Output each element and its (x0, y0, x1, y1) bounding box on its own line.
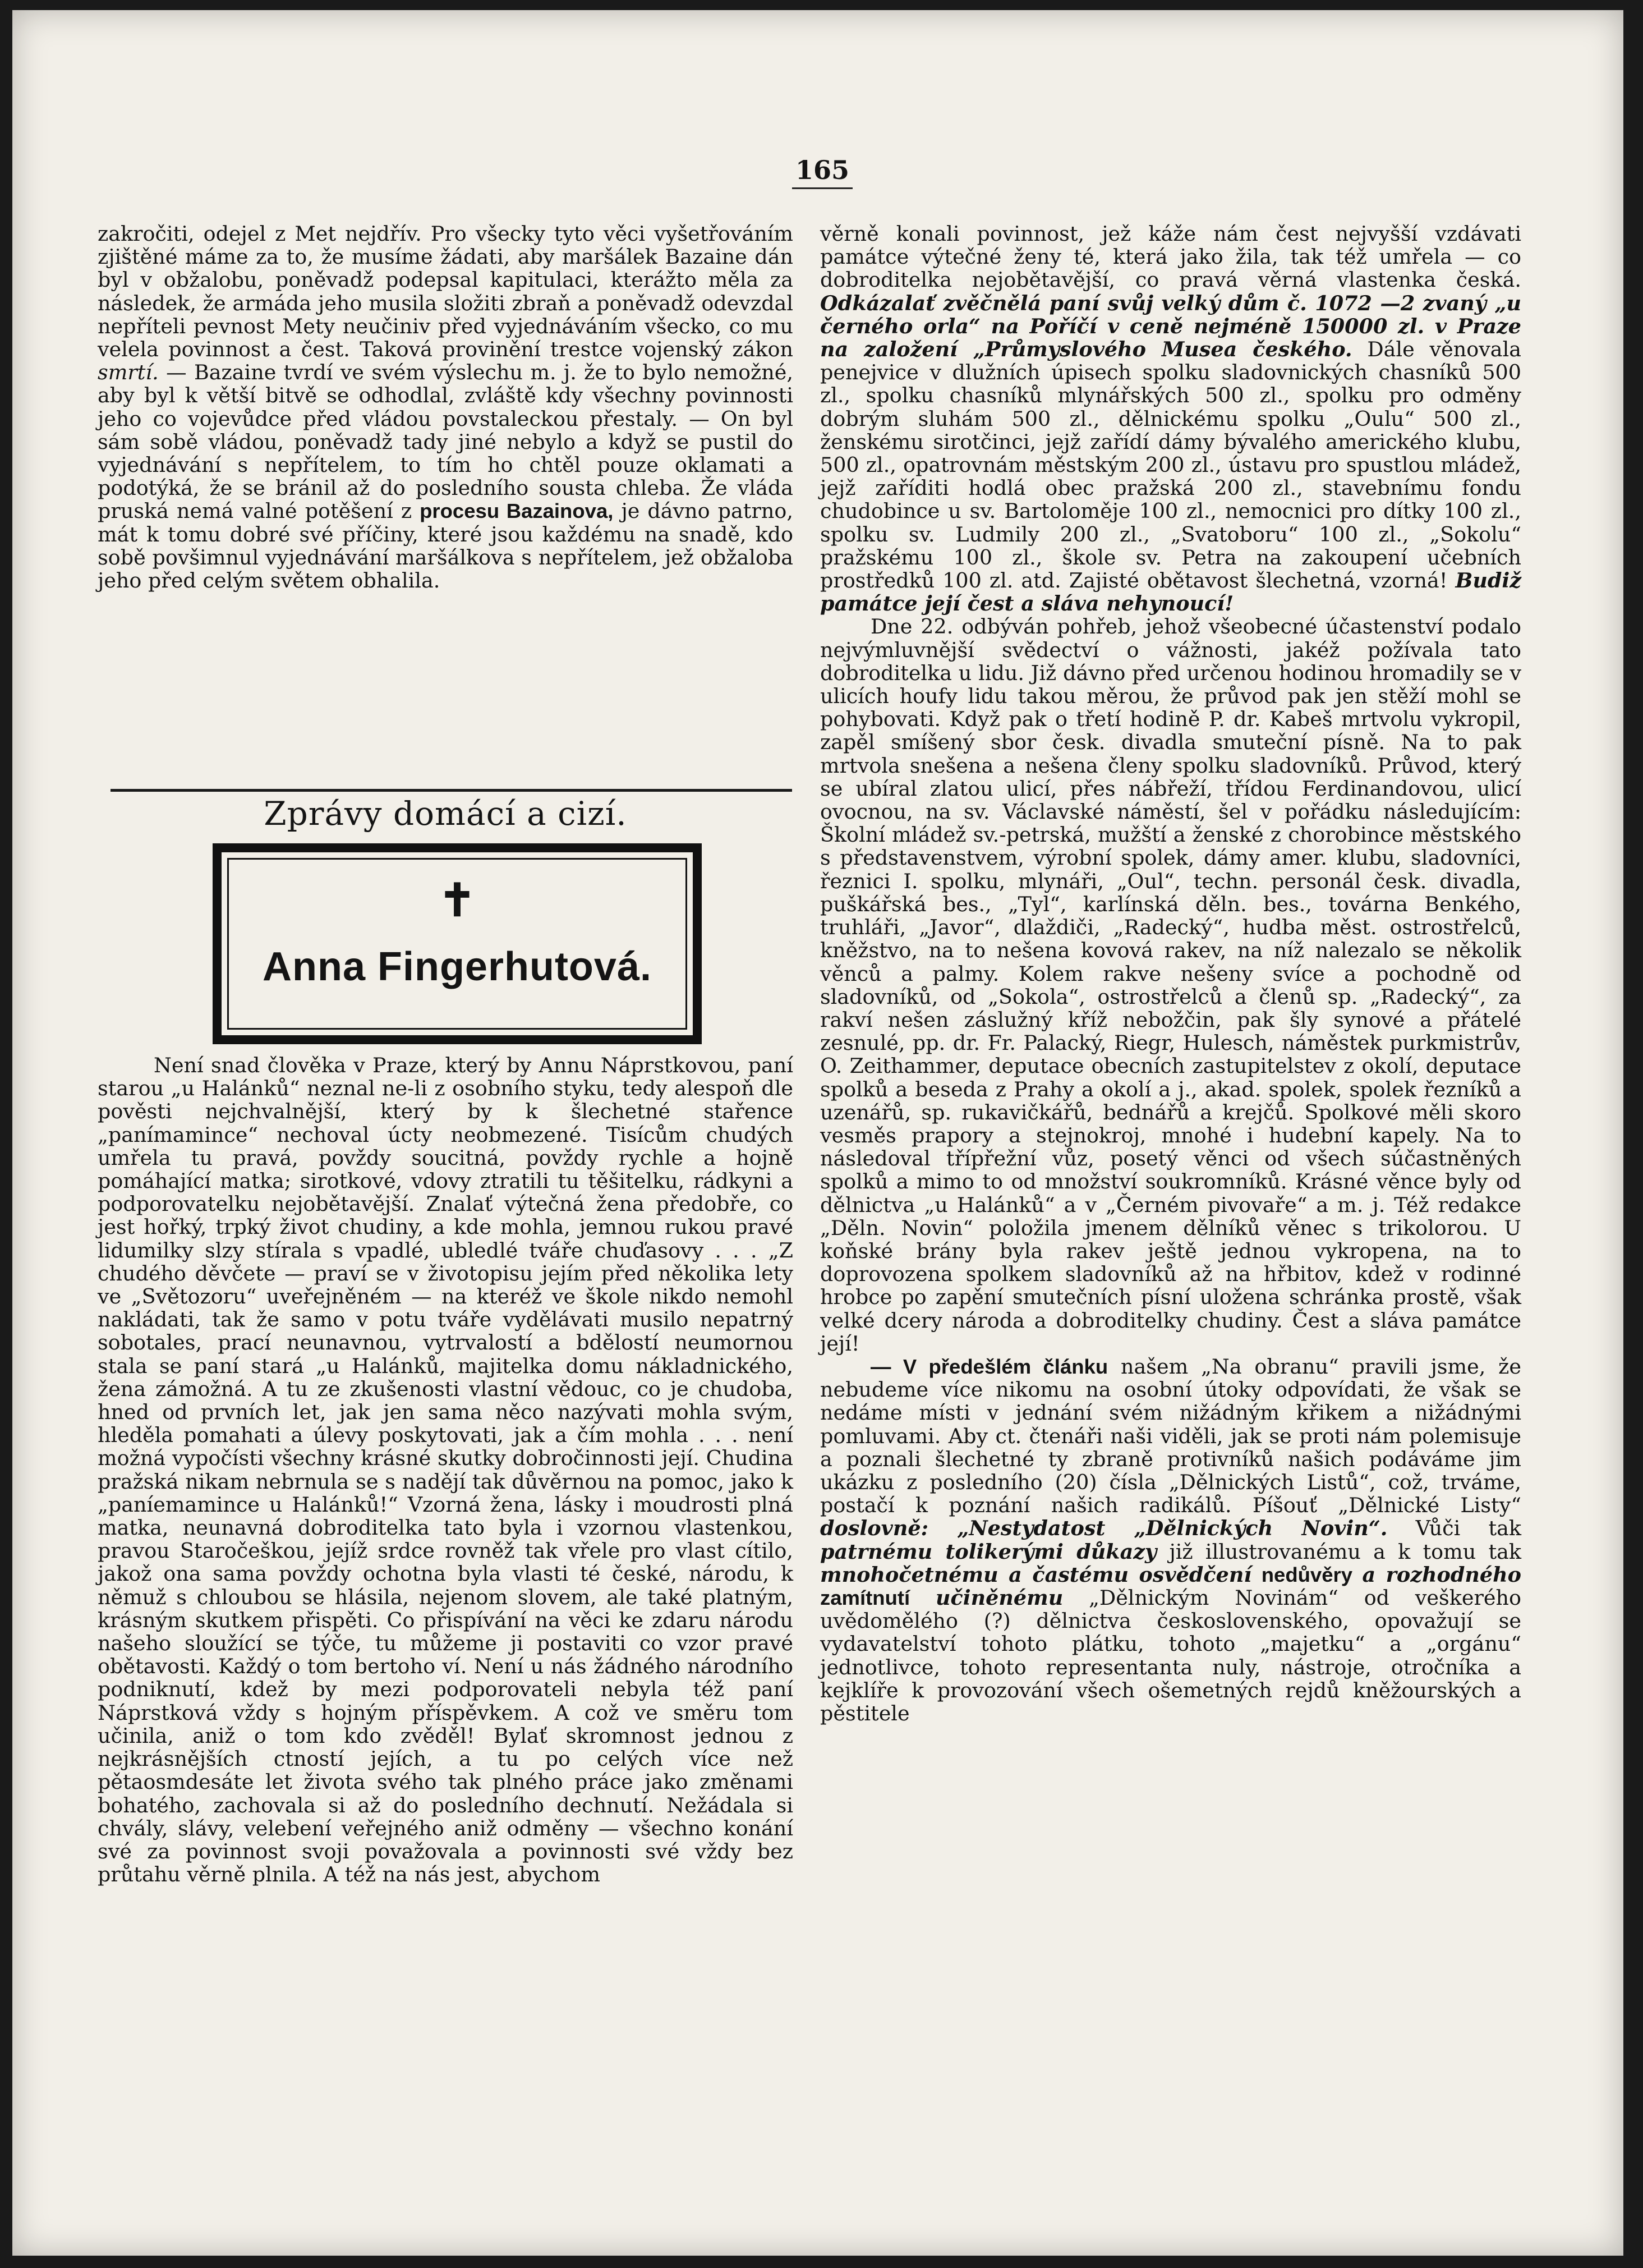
obituary-box (213, 843, 702, 1044)
funeral-report: Dne 22. odbýván pohřeb, jehož všeobecné účastenství podalo nejvýmluvnější svědectví o vážnosti, jakéž požívala tato dobroditelka u lidu. Již dávno před určenou hodinou hromadily se v ulicích houfy lidu takou měrou, že průvod pak jen stěží mohl se pohybovati. Když pak o třetí hodině P. dr. Kabeš mrtvolu vykropil, zapěl smíšený sbor česk. divadla smuteční písně. Na to pak mrtvola snešena a nešena členy spolku sladovníků. Průvod, který se ubíral zlatou ulicí, přes nábřeží, třídou Ferdinandovou, ulicí ovocnou, na sv. Václavské náměstí, šel v pořádku následujícím: Školní mládež sv.-petrská, mužští a ženské z chorobince městského s představenstvem, výrobní spolek, dámy amer. klubu, sladovníci, řeznici I. spolku, mlynáři, „Oul“, techn. personál česk. divadla, puškářská bes., „Tyl“, karlínská děln. bes., továrna Benkého, truhláři, „Javor“, dlaždiči, „Radecký“, hudba měst. ostrostřelců, kněžstvo, na to nešena kovová rakev, na níž nalezalo se několik věnců a palmy. Kolem rakve nešeny svíce a pochodně od sladovníků, od „Sokola“, ostrostřelců a členů sp. „Radecký“, za rakví nešen záslužný kříž nebožčin, pak šly synové a přátelé zesnulé, pp. dr. Fr. Palacký, Riegr, Hulesch, náměstek purkmistrův, O. Zeithammer, deputace obecních zastupitelstev z okolí, deputace spolků a beseda z Prahy a okolí a j., akad. spolek, spolek řezníků a uzenářů, sp. rukavičkářů, bednářů a krejčů. Spolkové měli skoro vesměs prapory a stejnokroj, mnohé i hudební kapely. Na to následoval třípřežní vůz, posetý věnci od všech súčastněných spolků a mimo to od množství soukromníků. Krásné věnce byly od dělnictva „u Halánků“ a v „Černém pivovaře“ a m. j. Též redakce „Děln. Novin“ položila jmenem dělníků věnec s trikolorou. U koňské brány byla rakev ještě jednou vykropena, na to doprovozena spolkem sladovníků až na hřbitov, kdež v rodinné hrobce po zapění smutečních písní uložena schránka prostě, však velké dcery národa a dobroditelky chudiny. Čest a sláva památce její! (820, 614, 1521, 1356)
page-number: 165 (792, 155, 853, 189)
obituary-inner-border (227, 858, 687, 1030)
cross-icon: ✝ (438, 874, 476, 926)
obituary-continued: věrně konali povinnost, jež káže nám čest nejvyšší vzdávati památce výtečné ženy té, která jako žila, tak též umřela — co dobroditelka nejobětavější, co pravá věrná vlastenka česká. Odkázalať zvěčnělá paní svůj velký dům č. 1072 —2 zvaný „u černého orla“ na Poříčí v ceně nejméně 150000 zl. v Praze na založení „Průmyslového Musea českého. Dále věnovala penejvice v dlužních úpisech spolku sladovnických chasníků 500 zl., spolku chasníků mlynářských 500 zl., spolku pro odměny dobrým sluhám 500 zl., dělnickému spolku „Oulu“ 500 zl., ženskému sirotčinci, jejž zařídí dámy bývalého amerického klubu, 500 zl., opatrovnám městským 200 zl., ústavu pro spustlou mládež, jejž zaříditi hodlá obec pražská 200 zl., stavebnímu fondu chudobince u sv. Bartoloměje 100 zl., nemocnici pro dítky 100 zl., spolku sv. Ludmily 200 zl., „Svatoboru“ 100 zl., „Sokolu“ pražskému 100 zl., škole sv. Petra na zakoupení učebních prostředků 100 zl. atd. Zajisté obětavost šlechetná, vzorná! Budiž památce její čest a sláva nehynoucí! (820, 222, 1522, 616)
newspaper-page (12, 10, 1623, 2256)
right-column (820, 222, 1521, 1725)
obituary-text: Není snad člověka v Praze, který by Annu Náprstkovou, paní starou „u Halánků“ neznal ne-li z osobního styku, tedy alespoň dle pověsti nejchvalnější, který by k šlechetné stařence „panímamince“ nechoval úcty neobmezené. Tisícům chudých umřela tu pravá, povždy soucitná, povždy rychle a hojně pomáhající matka; sirotkové, vdovy ztratili tu těšitelku, rádkyni a podporovatelku nejobětavější. Znalať výtečná žena předobře, co jest hořký, trpký život chudiny, a kde mohla, jemnou rukou pravé lidumilky slzy stírala s vpadlé, ubledlé tváře chuďasovy . . . „Z chudého děvčete — praví se v životopisu jejím před několika lety ve „Světozoru“ uveřejněném — na kteréž ve škole nikdo nemohl nakládati, tak že samo v potu tváře vydělávati musilo nepatrný sobotales, prací neunavnou, vytrvalostí a bdělostí neumornou stala se paní stará „u Halánků, majitelka domu nákladnického, žena zámožná. A tu ze zkušenosti vlastní vědouc, co je chudoba, hned od prvních let, jak jen sama něco nazývati mohla svým, hleděla pomahati a úlevy poskytovati, jak a čím mohla . . . není možná vypočísti všechny krásné skutky dobročinnosti její. Chudina pražská nikam nebrnula se s nadějí tak důvěrnou na pomoc, jako k „paníemamince u Halánků!“ Vzorná žena, lásky i moudrosti plná matka, neunavná dobroditelka tato byla i vzornou vlastenkou, pravou Staročeškou, jejíž srdce rovněž tak vřele pro vlast cítilo, jakož ona sama povždy ochotna byla vlasti té české, národu, k němuž s chloubou se hlásila, nejenom slovem, ale také platným, krásným skutkem přispěti. Co přispívání na věci ke zdaru národu našeho sloužící se týče, tu můžeme ji postaviti co vzor pravé obětavosti. Každý o tom bertoho ví. Není u nás žádného národního podniknutí, kdež by mezi podporovateli nebyla též paní Náprstková vždy s hojným příspěvkem. A což ve směru tom učinila, aniž o tom kdo zvěděl! Bylať skromnost jednou z nejkrásnějších ctností jejích, a tu po celých více než pětaosmdesáte let života svého tak plného práce jako změnami bohatého, zachovala si až do posledního dechnutí. Nežádala si chvály, slávy, velebení veřejného aniž odměny — všechno konání své za povinnost svoji považovala a povinnosti své vždy bez průtahu věrně plnila. A též na nás jest, abychom (98, 1053, 793, 1887)
section-divider (111, 789, 792, 792)
bazaine-article: zakročiti, odejel z Met nejdřív. Pro všecky tyto věci vyšetřováním zjištěné máme za to, že musíme žádati, aby maršálek Bazaine dán byl v obžalobu, poněvadž podepsal kapitulaci, kterážto měla za následek, že armáda jeho musila složiti zbraň a poněvadž odevzdal nepříteli pevnost Mety neučiniv před vyjednáváním všecko, co mu velela povinnost a čest. Taková provinění trestce vojenský zákon smrtí. — Bazaine tvrdí ve svém výslechu m. j. že to bylo nemožné, aby byl k větší bitvě se odhodlal, zvláště kdy všechny povinnosti jeho co vojevůdce před vládou povstaleckou přestaly. — On byl sám sobě vládou, poněvadž tady jiné nebylo a když se pustil do vyjednávání s nepřítelem, to tím ho chtěl pouze oklamati a podotýká, že se bránil až do posledního sousta chleba. Že vláda pruská nemá valné potěšení z procesu Bazainova, je dávno patrno, mát k tomu dobré své příčiny, které jsou každému na snadě, kdo sobě povšimnul vyjednávání maršálkova s nepřítelem, jež obžaloba jeho před celým světem obhalila. (98, 222, 793, 593)
left-column-bottom (98, 1054, 793, 1886)
left-column-top (98, 222, 793, 592)
section-title: Zprávy domácí a cizí. (264, 795, 627, 833)
obituary-name: Anna Fingerhutová. (262, 944, 652, 989)
polemic-article: — V předešlém článku našem „Na obranu“ pravili jsme, že nebudeme více nikomu na osobní útoky odpovídati, že však se nedáme místi v jednání svém nižádným křikem a nižádnými pomluvami. Aby ct. čtenáři naši viděli, jak se proti nám polemisuje a poznali šlechetné ty zbraně protivníků našich podáváme jim ukázku z posledního (20) čísla „Dělnických Listů“, což, trváme, postačí k poznání našich radikálů. Píšouť „Dělnické Listy“ doslovně: „Nestydatost „Dělnických Novin“. Vůči tak patrnému tolikerými důkazy již illustrovanému a k tomu tak mnohočetnému a častému osvědčení nedůvěry a rozhodného zamítnutí učiněnému „Dělnickým Novinám“ od veškerého uvědomělého (?) dělnictva československého, opovažují se vydavatelství tohoto plátku, tohoto „majetku“ a „orgánu“ jednotlivce, tohoto representanta nuly, nástroje, otročníka a kejklíře k provozování všech ošemetných rejdů kněžourských a pěstitele (820, 1354, 1522, 1725)
